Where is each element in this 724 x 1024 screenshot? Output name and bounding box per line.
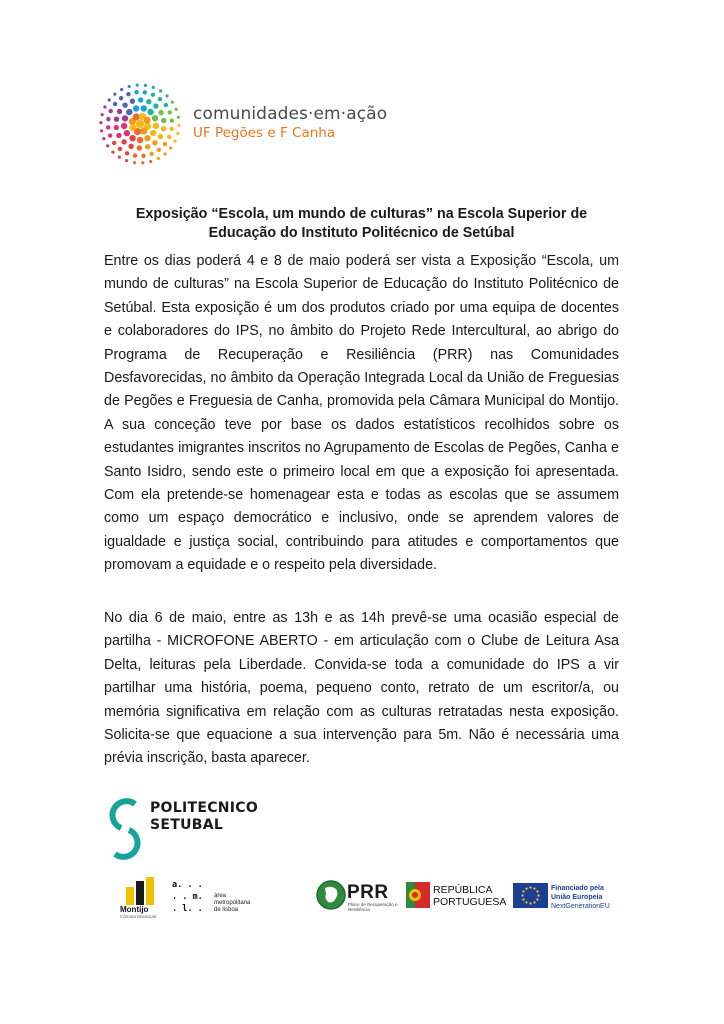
logo-dot — [158, 110, 163, 115]
eu-funding-text — [551, 884, 610, 911]
logo-dot — [129, 135, 135, 141]
aml-word-2: metropolitana — [214, 900, 251, 906]
eu-star — [536, 890, 538, 892]
logo-dot — [149, 152, 153, 156]
logo-dot — [126, 92, 130, 96]
eu-star — [522, 898, 524, 900]
logo-dot — [141, 105, 147, 111]
logo-dot — [140, 127, 147, 134]
body-paragraph-1: Entre os dias poderá 4 e 8 de maio poderá ser vista a Exposição “Escola, um mundo de culturas” na Escola Superior de Educação do Instituto Politécnico de Setúbal. Esta exposição é um dos produtos criado por uma equipa de docentes e colaboradores do IPS, no âmbito do Projeto Rede Intercultural, ao abrigo do Programa de Recuperação e Resiliência (PRR) nas Comunidades Desfavorecidas, no âmbito da Operação Integrada Local da União de Freguesias de Pegões e Freguesia de Canha, promovida pela Câmara Municipal do Montijo. A sua conceção teve por base os dados estatísticos recolhidos sobre os estudantes imigrantes inscritos no Agrupamento de Escolas de Pegões, Canha e Santo Isidro, sendo este o primeiro local em que a exposição foi apresentada. Com ela pretende-se homenagear esta e todas as escolas que se assumem como um espaço democrático e inclusivo, onde se aprendem valores de igualdade e justiça social, contribuindo para atitudes e comportamentos que promovam a equidade e o respeito pela diversidade. — [104, 253, 619, 574]
brand-title: comunidades·em·ação — [193, 104, 388, 124]
logo-dot — [119, 96, 123, 100]
republica-line-2: PORTUGUESA — [433, 896, 507, 908]
logo-dot — [158, 97, 162, 101]
eu-line-3: NextGenerationEU — [551, 903, 610, 910]
logo-dot — [138, 97, 143, 102]
ips-wordmark — [150, 800, 258, 834]
logo-dot — [175, 108, 178, 111]
logo-dot — [164, 103, 168, 107]
logo-dot — [106, 144, 109, 147]
logo-dot — [144, 84, 147, 87]
logo-dot — [141, 154, 145, 158]
logo-dot — [146, 99, 151, 104]
logo-dot — [112, 141, 116, 145]
logo-dot — [121, 123, 127, 129]
logo-dot — [113, 102, 117, 106]
logo-dot — [114, 116, 119, 121]
logo-dot — [173, 139, 176, 142]
eu-star — [522, 890, 524, 892]
logo-dot — [126, 109, 132, 115]
document-title: Exposição “Escola, um mundo de culturas” na Escola Superior de Educação do Instituto Politécnico de Setúbal — [135, 206, 588, 241]
logo-dot — [117, 109, 122, 114]
ips-line-2: SETUBAL — [150, 817, 224, 833]
logo-dot — [133, 105, 139, 111]
logo-dot — [158, 134, 163, 139]
logo-dot — [120, 88, 123, 91]
eu-star — [536, 898, 538, 900]
aml-mark-line-3: . l. . — [172, 904, 203, 914]
logo-dot — [133, 113, 140, 120]
logo-dot — [153, 103, 158, 108]
logo-dot — [118, 155, 121, 158]
eu-star — [533, 901, 535, 903]
logo-dot — [101, 113, 104, 116]
logo-dot — [143, 117, 150, 124]
logo-dot — [106, 125, 110, 129]
logo-dot — [108, 98, 111, 101]
ips-line-1: POLITECNICO — [150, 800, 259, 816]
logo-dot — [133, 153, 137, 157]
logo-dot — [150, 130, 156, 136]
logo-dot — [113, 93, 116, 96]
logo-dot — [163, 142, 167, 146]
republica-line-1: REPÚBLICA — [433, 884, 493, 896]
montijo-logo-icon — [124, 877, 158, 905]
logo-dot — [168, 110, 172, 114]
aml-word-3: de lisboa — [214, 907, 239, 913]
logo-dot — [176, 132, 179, 135]
logo-dot — [157, 157, 160, 160]
logo-dot — [130, 99, 135, 104]
logo-dot — [102, 137, 105, 140]
aml-mark-line-1: a. . . — [172, 880, 203, 890]
logo-dot — [141, 161, 144, 164]
aml-word-1: área — [214, 893, 227, 899]
logo-dot — [99, 121, 102, 124]
logo-dot — [129, 124, 136, 131]
logo-dot — [161, 118, 166, 123]
logo-dot — [134, 90, 138, 94]
logo-dot — [143, 90, 147, 94]
logo-dot — [171, 101, 174, 104]
logo-dot — [125, 159, 128, 162]
eu-star — [525, 887, 527, 889]
brand-subtitle: UF Pegões e F Canha — [193, 125, 336, 141]
logo-dot — [149, 160, 152, 163]
logo-dot — [165, 94, 168, 97]
prr-logo-icon — [316, 880, 346, 910]
logo-dot — [103, 105, 106, 108]
eu-line-2: União Europeia — [551, 894, 603, 901]
republica-wordmark — [433, 884, 506, 908]
logo-dot — [111, 150, 114, 153]
logo-dot — [118, 147, 122, 151]
logo-dot — [136, 84, 139, 87]
logo-dot — [137, 137, 143, 143]
logo-dot — [152, 86, 155, 89]
logo-dot — [121, 139, 126, 144]
logo-dot — [137, 145, 142, 150]
logo-dot — [114, 125, 119, 130]
logo-dot — [147, 109, 153, 115]
republica-emblem-icon — [406, 882, 430, 908]
body-paragraph-2: No dia 6 de maio, entre as 13h e as 14h prevê-se uma ocasião especial de partilha - MICROFONE ABERTO - em articulação com o Clube de Leitura Asa Delta, leituras pela Liberdade. Convida-se toda a comunidade do IPS a vir partilhar uma história, poema, pequeno conto, retrato de um escritor/a, ou memória significativa em relação com as culturas retratadas nesta exposição. Solicita-se que equacione a sua intervenção para 5m. Não é necessária uma prévia inscrição, basta aparecer. — [104, 610, 619, 767]
logo-dot — [136, 120, 144, 128]
logo-dot — [122, 103, 127, 108]
eu-line-1: Financiado pela — [551, 885, 604, 892]
montijo-sublabel: Câmara Municipal — [120, 914, 157, 919]
aml-logo-marks — [172, 879, 203, 915]
prr-label: PRR — [347, 882, 389, 903]
logo-dot — [144, 135, 150, 141]
logo-dot — [157, 148, 161, 152]
logo-dot — [151, 93, 155, 97]
logo-dot — [124, 130, 130, 136]
logo-dot — [116, 133, 121, 138]
logo-dot — [170, 118, 174, 122]
logo-dot — [167, 135, 171, 139]
logo-dot — [169, 127, 173, 131]
eu-flag-icon — [513, 883, 548, 908]
logo-dot — [177, 124, 180, 127]
logo-dot — [161, 126, 166, 131]
logo-dot — [133, 161, 136, 164]
logo-dot — [125, 151, 129, 155]
aml-words — [214, 893, 250, 914]
logo-dot — [128, 144, 133, 149]
logo-dot — [100, 129, 103, 132]
logo-dot — [108, 133, 112, 137]
logo-dot — [153, 123, 159, 129]
eu-star — [529, 902, 531, 904]
logo-dot — [106, 117, 110, 121]
logo-dot — [152, 140, 157, 145]
logo-dot — [169, 146, 172, 149]
ips-logo-icon — [105, 798, 145, 860]
logo-dot — [177, 116, 180, 119]
logo-dot — [109, 109, 113, 113]
eu-star — [521, 894, 523, 896]
logo-dot — [159, 89, 162, 92]
logo-dot — [164, 152, 167, 155]
eu-star — [533, 887, 535, 889]
eu-star — [525, 901, 527, 903]
eu-star — [529, 886, 531, 888]
logo-dot — [152, 115, 158, 121]
aml-mark-line-2: . . m. — [172, 892, 203, 902]
logo-dot — [128, 85, 131, 88]
montijo-label: Montijo — [120, 905, 149, 914]
logo-dot — [145, 144, 150, 149]
comunidades-dots-logo-icon — [98, 82, 182, 166]
eu-star — [537, 894, 539, 896]
prr-sublabel: Plano de Recuperação e Resiliência — [348, 902, 398, 912]
logo-dot — [122, 115, 128, 121]
